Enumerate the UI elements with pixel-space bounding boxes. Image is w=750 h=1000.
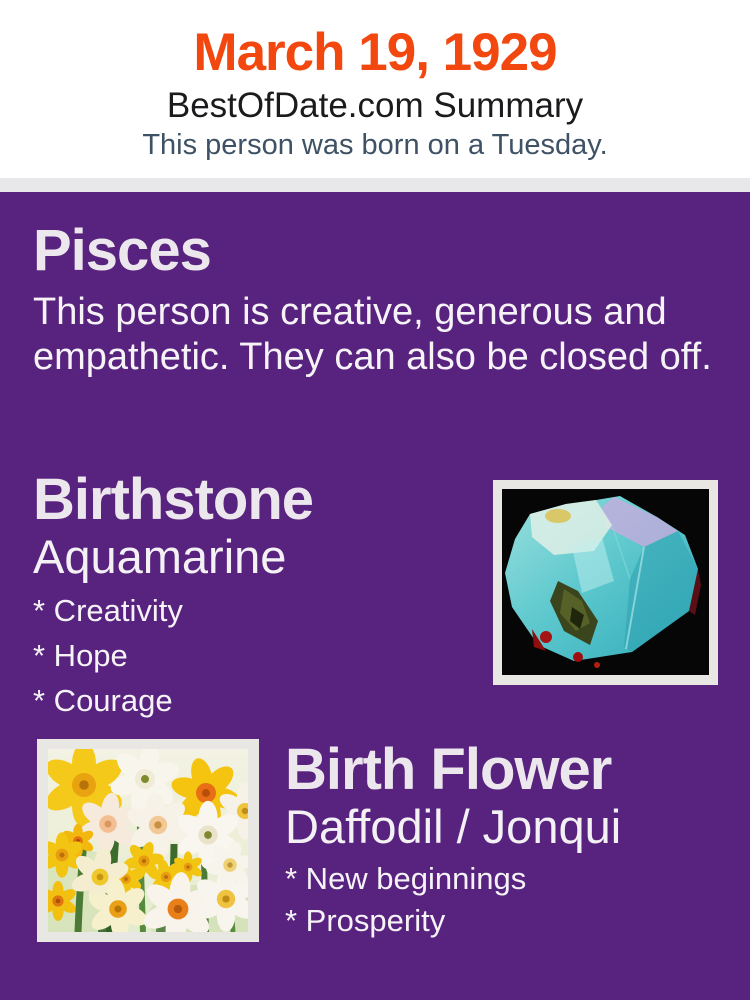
zodiac-description: This person is creative, generous and empathetic. They can also be closed off. (33, 291, 712, 378)
birthstone-traits-list (33, 595, 483, 716)
birthstone-trait: * Creativity (33, 593, 183, 628)
header (0, 0, 750, 178)
daffodil-flowers-photo (48, 749, 248, 932)
birth-flower-trait: * Prosperity (285, 903, 446, 938)
birthstone-name: Aquamarine (33, 530, 287, 583)
daffodil-photo-frame (37, 739, 259, 942)
zodiac-section (33, 220, 733, 380)
birthstone-trait: * Courage (33, 683, 173, 718)
birthstone-title: Birthstone (33, 467, 313, 532)
date-title: March 19, 1929 (193, 23, 557, 82)
birth-flower-title: Birth Flower (285, 737, 612, 802)
birthstone-section (33, 469, 483, 730)
zodiac-title: Pisces (33, 218, 211, 283)
birthstone-trait: * Hope (33, 638, 128, 673)
main-panel (0, 192, 750, 1000)
birth-flower-trait: * New beginnings (285, 861, 527, 896)
header-divider (0, 178, 750, 192)
weekday-note: This person was born on a Tuesday. (142, 129, 608, 161)
birth-flower-traits-list (285, 863, 745, 936)
birth-flower-section (285, 739, 745, 947)
aquamarine-stone-photo (502, 489, 709, 675)
aquamarine-photo-frame (493, 480, 718, 685)
birth-flower-name: Daffodil / Jonqui (285, 800, 622, 853)
site-summary-title: BestOfDate.com Summary (166, 86, 584, 125)
